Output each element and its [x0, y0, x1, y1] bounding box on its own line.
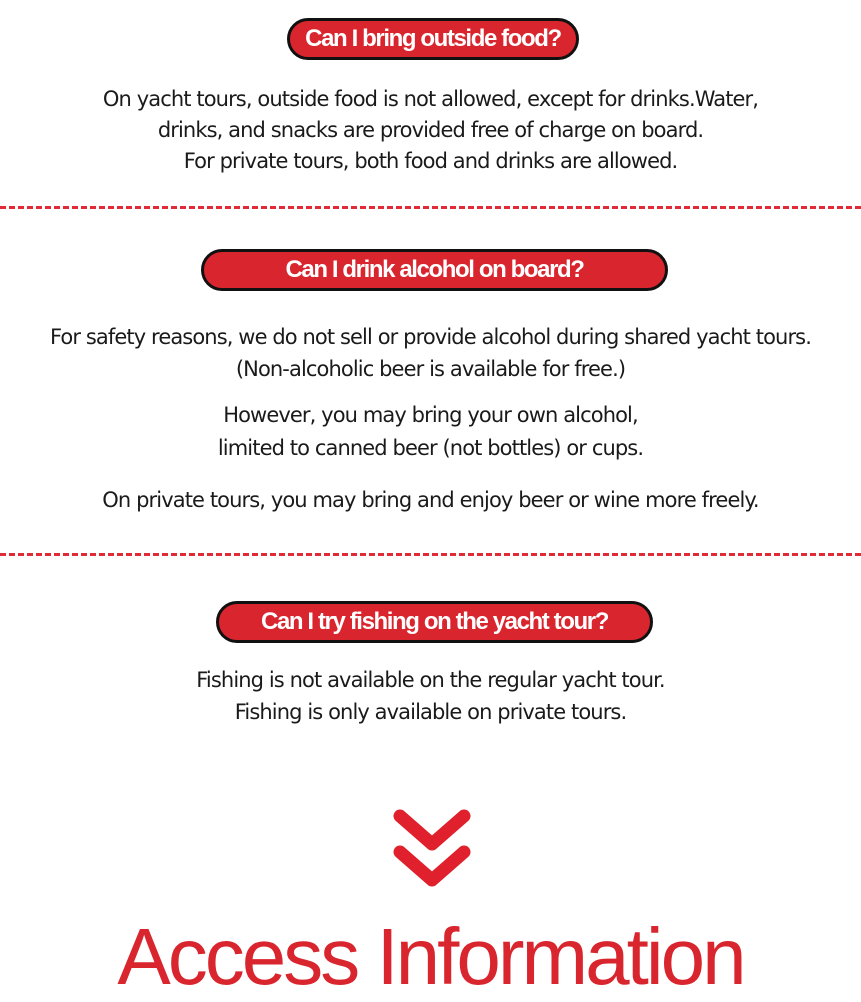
faq-answer-fishing-line-2: Fishing is only available on private tours. [234, 700, 627, 724]
faq-answer-alcohol-line-4: limited to canned beer (not bottles) or cups. [217, 436, 644, 460]
section-divider-1 [0, 206, 861, 209]
faq-answer-alcohol-line-3: However, you may bring your own alcohol, [223, 403, 638, 427]
faq-answer-alcohol-line-1: For safety reasons, we do not sell or provide alcohol during shared yacht tours. [50, 325, 811, 349]
faq-question-food-text: Can I bring outside food? [305, 25, 561, 52]
faq-question-alcohol-text: Can I drink alcohol on board? [285, 256, 584, 283]
faq-answer-food-line-3: For private tours, both food and drinks are allowed. [183, 149, 678, 173]
faq-answer-food-line-2: drinks, and snacks are provided free of charge on board. [157, 118, 704, 142]
access-information-title: Access Information [117, 912, 744, 1001]
faq-question-fishing-text: Can I try fishing on the yacht tour? [261, 608, 608, 635]
faq-answer-alcohol [0, 321, 861, 385]
faq-answer-alcohol-line-5: On private tours, you may bring and enjoy beer or wine more freely. [102, 488, 759, 512]
faq-question-fishing [216, 601, 653, 643]
faq-answer-alcohol-private [0, 484, 861, 516]
faq-answer-alcohol-byo [0, 399, 861, 465]
section-divider-2 [0, 553, 861, 556]
double-chevron-down-icon [392, 808, 472, 890]
faq-question-alcohol [201, 249, 668, 291]
faq-answer-food-line-1: On yacht tours, outside food is not allowed, except for drinks.Water, [102, 87, 759, 111]
faq-question-food [287, 18, 579, 60]
faq-answer-food [0, 84, 861, 177]
faq-answer-fishing-line-1: Fishing is not available on the regular yacht tour. [196, 668, 665, 692]
faq-answer-alcohol-line-2: (Non-alcoholic beer is available for free.) [235, 357, 626, 381]
faq-answer-fishing [0, 664, 861, 728]
